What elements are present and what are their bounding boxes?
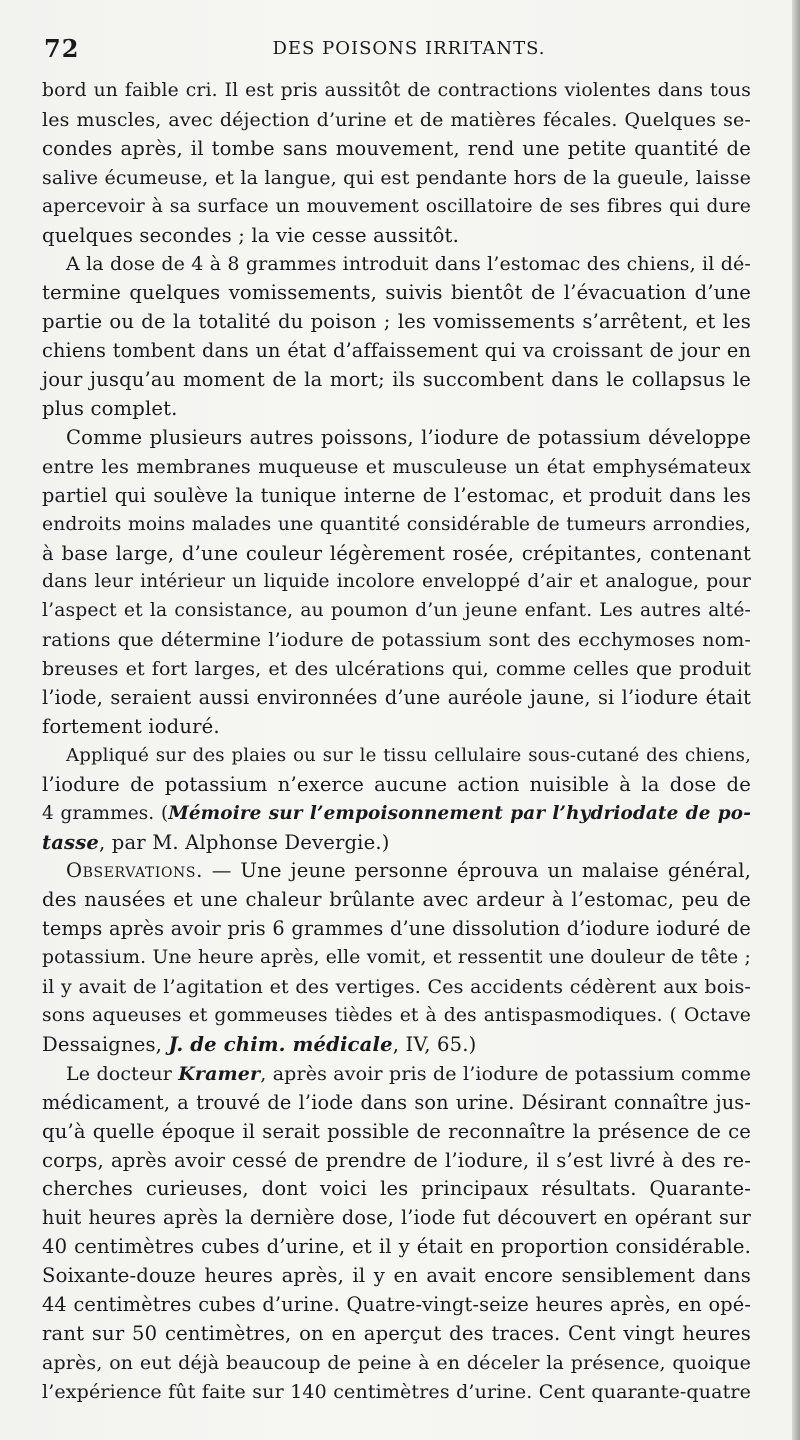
text-line: entre les membranes muqueuse et musculeuse un état emphysémateux (42, 455, 751, 478)
text-line: rations que détermine l’iodure de potassium sont des ecchymoses nom- (42, 629, 751, 652)
text-run: , par M. Alphonse Devergie.) (99, 830, 390, 854)
text-run: Dessaignes, (42, 1032, 169, 1056)
body-text (42, 77, 751, 1407)
text-line: plus complet. (42, 396, 178, 420)
text-line: sons aqueuses et gommeuses tièdes et à des antispasmodiques. ( Octave (42, 1005, 751, 1026)
text-line (42, 829, 751, 858)
text-line: l’iode, seraient aussi environnées d’une auréole jaune, si l’iodure était (42, 686, 751, 710)
text-line: termine quelques vomissements, suivis bientôt de l’évacuation d’une (42, 281, 751, 305)
author-name: Kramer (178, 1062, 261, 1085)
running-head (44, 34, 754, 68)
text-line: l’aspect et la consistance, au poumon d’un jeune enfant. Les autres alté- (42, 600, 751, 622)
text-run: 4 grammes. ( (42, 802, 169, 824)
text-line: des nausées et une chaleur brûlante avec ardeur à l’estomac, peu de (42, 888, 751, 912)
text-line: après, on eut déjà beaucoup de peine à en déceler la présence, quoique (42, 1351, 751, 1374)
text-line: quelques secondes ; la vie cesse aussitôt. (42, 223, 459, 247)
text-line: Comme plusieurs autres poissons, l’iodure de potassium développe (66, 425, 751, 449)
text-line (42, 800, 751, 829)
text-line: 44 centimètres cubes d’urine. Quatre-vingt-seize heures après, en opé- (42, 1293, 751, 1317)
text-line: l’expérience fût faite sur 140 centimètres d’urine. Cent quarante-quatre (42, 1380, 751, 1403)
text-line: Soixante-douze heures après, il y en avait encore sensiblement dans (42, 1264, 751, 1288)
text-line: A la dose de 4 à 8 grammes introduit dans l’estomac des chiens, il dé- (66, 253, 751, 276)
page-number: 72 (44, 34, 80, 63)
text-line: il y avait de l’agitation et des vertiges. Ces accidents cédèrent aux bois- (42, 976, 751, 999)
text-run: — Une jeune personne éprouva un malaise général, (202, 859, 751, 883)
text-run: , après avoir pris de l’iodure de potassium comme (260, 1062, 751, 1085)
text-line: partie ou de la totalité du poison ; les vomissements s’arrêtent, et les (42, 310, 751, 334)
text-line: l’iodure de potassium n’exerce aucune action nuisible à la dose de (42, 772, 751, 796)
text-line: dans leur intérieur un liquide incolore enveloppé d’air et analogue, pour (42, 571, 751, 593)
text-line: médicament, a trouvé de l’iode dans son urine. Désirant connaître jus- (42, 1090, 751, 1114)
text-line: cherches curieuses, dont voici les principaux résultats. Quarante- (42, 1177, 751, 1201)
text-line: apercevoir à sa surface un mouvement oscillatoire de ses fibres qui dure (42, 195, 751, 217)
page-edge (792, 0, 800, 1440)
citation-title: tasse (42, 830, 100, 854)
text-line: bord un faible cri. Il est pris aussitôt de contractions violentes dans tous (42, 80, 751, 101)
text-line: à base large, d’une couleur légèrement rosée, crépitantes, contenant (42, 541, 751, 565)
citation-title: Mémoire sur l’empoisonnement par l’hydriodate de po- (168, 802, 751, 824)
text-line: potassium. Une heure après, elle vomit, et ressentit une douleur de tête ; (42, 947, 751, 969)
text-line: 40 centimètres cubes d’urine, et il y était en proportion considérable. (42, 1235, 751, 1259)
text-run: Le docteur (66, 1062, 179, 1085)
text-line: rant sur 50 centimètres, on en aperçut des traces. Cent vingt heures (42, 1321, 751, 1345)
text-line: les muscles, avec déjection d’urine et de matières fécales. Quelques se- (42, 108, 751, 131)
text-line: Appliqué sur des plaies ou sur le tissu cellulaire sous-cutané des chiens, (66, 744, 751, 766)
section-label: Observations. (66, 859, 203, 883)
text-line (42, 1060, 751, 1089)
text-line: fortement ioduré. (42, 714, 220, 738)
text-line (42, 1031, 751, 1060)
citation-title: J. de chim. médicale (168, 1032, 393, 1056)
text-line: chiens tombent dans un état d’affaissement qui va croissant de jour en (42, 339, 751, 363)
text-run: , IV, 65.) (392, 1032, 477, 1056)
text-line: huit heures après la dernière dose, l’iode fut découvert en opérant sur (42, 1206, 751, 1230)
text-line: salive écumeuse, et la langue, qui est pendante hors de la gueule, laisse (42, 166, 751, 189)
text-line: endroits moins malades une quantité considérable de tumeurs arrondies, (42, 513, 751, 535)
text-line: jour jusqu’au moment de la mort; ils succombent dans le collapsus le (42, 368, 751, 392)
text-line: condes après, il tombe sans mouvement, rend une petite quantité de (42, 136, 751, 160)
text-line: temps après avoir pris 6 grammes d’une dissolution d’iodure ioduré de (42, 917, 751, 941)
text-line (42, 857, 751, 886)
text-line: partiel qui soulève la tunique interne de l’estomac, et produit dans les (42, 483, 751, 507)
running-title: DES POISONS IRRITANTS. (272, 38, 546, 59)
text-line: breuses et fort larges, et des ulcérations qui, comme celles que produit (42, 658, 751, 681)
text-line: qu’à quelle époque il serait possible de reconnaître la présence de ce (42, 1119, 751, 1143)
text-line: corps, après avoir cessé de prendre de l’iodure, il s’est livré à des re- (42, 1148, 751, 1172)
